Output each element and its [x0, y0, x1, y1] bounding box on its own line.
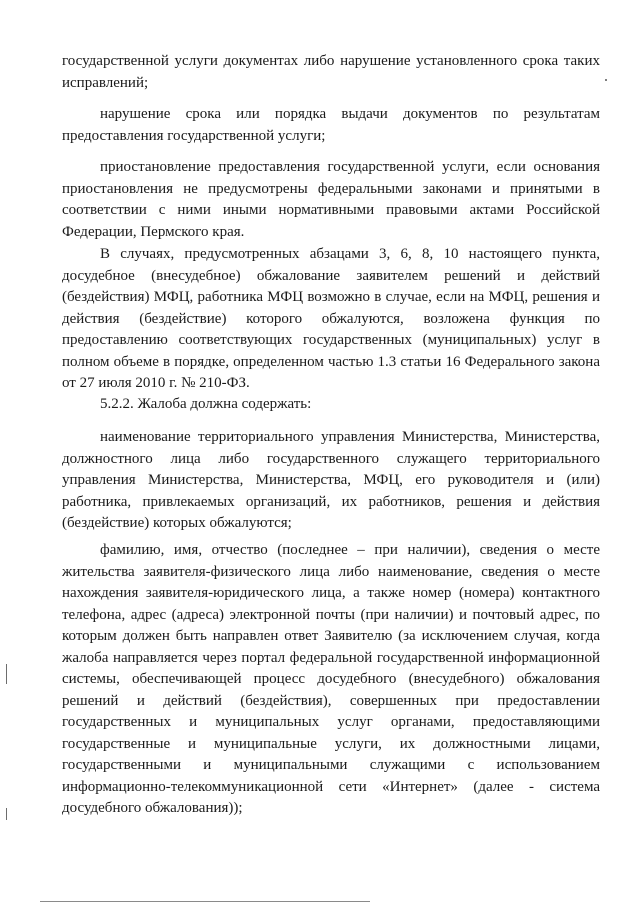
- paragraph-text: 5.2.2. Жалоба должна содержать:: [100, 396, 312, 412]
- paragraph-mfc-appeal: [62, 244, 600, 395]
- paragraph-authority-name: [62, 427, 600, 535]
- paragraph-text: государственной услуги документах либо нарушение установленного срока таких исправлений;: [62, 53, 600, 91]
- paragraph-continuation: [62, 51, 600, 94]
- paragraph-applicant-details: [62, 540, 600, 820]
- paragraph-text: нарушение срока или порядка выдачи документов по результатам предоставления государственной услуги;: [62, 106, 600, 144]
- paragraph-text: наименование территориального управления Министерства, Министерства, должностного лица либо государственного служащего территориального управления Министерства, Министерства, МФЦ, его руководителя и (или) работника, привлекаемых организаций, их работников, решения и действия (бездействие) которых обжалуются;: [62, 429, 600, 531]
- paragraph-suspension: [62, 157, 600, 243]
- paragraph-text: приостановление предоставления государственной услуги, если основания приостановления не предусмотрены федеральными законами и принятыми в соответствии с ними иными нормативными правовыми актами Российской Федерации, Пермского края.: [62, 159, 600, 240]
- scan-artifact-mark: [6, 808, 7, 820]
- scan-artifact-line: [40, 901, 370, 902]
- paragraph-deadline-violation: [62, 104, 600, 147]
- section-heading-5-2-2: [62, 394, 600, 416]
- paragraph-text: В случаях, предусмотренных абзацами 3, 6, 8, 10 настоящего пункта, досудебное (внесудебное) обжалование заявителем решений и действий (бездействия) МФЦ, работника МФЦ возможно в случае, если на МФЦ, решения и действия (бездействие) которого обжалуются, возложена функция по предоставлению соответствующих государственных (муниципальных) услуг в полном объеме в порядке, определенном частью 1.3 статьи 16 Федерального закона от 27 июля 2010 г. № 210-ФЗ.: [62, 246, 600, 391]
- paragraph-text: фамилию, имя, отчество (последнее – при наличии), сведения о месте жительства заявителя-физического лица либо наименование, сведения о месте нахождения заявителя-юридического лица, а также номер (номера) контактного телефона, адрес (адреса) электронной почты (при наличии) и почтовый адрес, по которым должен быть направлен ответ Заявителю (за исключением случая, когда жалоба направляется через портал федеральной государственной информационной системы, обеспечивающей процесс досудебного (внесудебного) обжалования решений и действий (бездействия), совершенных при предоставлении государственных и муниципальных услуг органами, предоставляющими государственные и муниципальные услуги, их должностными лицами, государственными и муниципальными служащими с использованием информационно-телекоммуникационной сети «Интернет» (далее - система досудебного обжалования));: [62, 542, 600, 816]
- scan-artifact-mark: [6, 664, 7, 684]
- scan-artifact-dot: [605, 79, 607, 81]
